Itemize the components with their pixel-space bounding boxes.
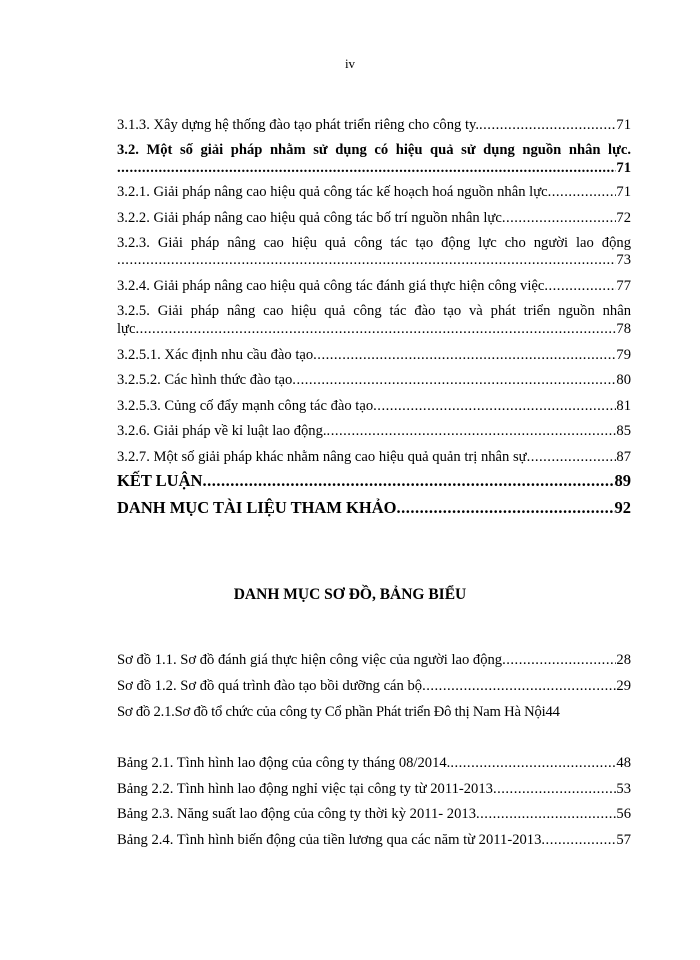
- toc-entry: [117, 422, 631, 440]
- diagram-entry-page: 28: [616, 652, 631, 668]
- toc-entry-page: 92: [614, 498, 631, 517]
- toc-entry-title: 3.1.3. Xây dựng hệ thống đào tạo phát triển riêng cho công ty.: [117, 117, 479, 133]
- table-entry-title: Bảng 2.1. Tình hình lao động của công ty tháng 08/2014.: [117, 755, 451, 771]
- toc-entry: [117, 277, 631, 295]
- toc-entry-title: 3.2.7. Một số giải pháp khác nhằm nâng cao hiệu quả quản trị nhân sự: [117, 449, 527, 465]
- toc-entry-title: 3.2.2. Giải pháp nâng cao hiệu quả công tác bố trí nguồn nhân lực: [117, 210, 502, 226]
- dot-leader: [117, 159, 616, 177]
- table-entry: [117, 754, 631, 772]
- diagram-entry: [117, 703, 631, 721]
- toc-entry: [117, 209, 631, 227]
- toc-entry-page: 79: [616, 347, 631, 363]
- dot-leader: [548, 183, 617, 201]
- table-entry: [117, 831, 631, 849]
- toc-entry: [117, 320, 631, 338]
- toc-entry-page: 85: [616, 423, 631, 439]
- toc-entry-title: 3.2.5. Giải pháp nâng cao hiệu quả công tác đào tạo và phát triển nguồn nhân: [117, 303, 631, 319]
- toc-entry-title: 3.2.6. Giải pháp về kỉ luật lao động.: [117, 423, 327, 439]
- dot-leader: [313, 346, 616, 364]
- toc-entry-page: 89: [614, 471, 631, 490]
- toc-entry-page: 71: [616, 117, 631, 133]
- toc-entry-page: 87: [616, 449, 631, 465]
- table-entry-title: Bảng 2.2. Tình hình lao động nghỉ việc tại công ty từ 2011-2013: [117, 781, 493, 797]
- toc-entry: [117, 346, 631, 364]
- toc-entry-title: 3.2.4. Giải pháp nâng cao hiệu quả công tác đánh giá thực hiện công việc: [117, 278, 545, 294]
- dot-leader: [450, 754, 616, 772]
- diagram-entry-page: 44: [545, 704, 560, 720]
- table-entry: [117, 805, 631, 823]
- toc-entry-page: 71: [616, 160, 631, 176]
- toc-entry-title: DANH MỤC TÀI LIỆU THAM KHẢO: [117, 498, 397, 517]
- toc-entry-continuation: lực: [117, 321, 136, 337]
- table-entry-title: Bảng 2.3. Năng suất lao động của công ty thời kỳ 2011- 2013: [117, 806, 476, 822]
- table-entry-page: 53: [616, 781, 631, 797]
- toc-entry-page: 78: [616, 321, 631, 337]
- toc-entry: [117, 371, 631, 389]
- figures-heading: DANH MỤC SƠ ĐỒ, BẢNG BIỂU: [233, 586, 467, 603]
- dot-leader: [292, 371, 616, 389]
- toc-entry: [117, 251, 631, 269]
- dot-leader: [327, 422, 617, 440]
- dot-leader: [479, 116, 616, 134]
- diagram-entry: [117, 677, 631, 695]
- toc-entry: [117, 397, 631, 415]
- dot-leader: [396, 499, 614, 517]
- toc-entry: [117, 159, 631, 177]
- diagram-entry-title: Sơ đồ 2.1.Sơ đồ tổ chức của công ty Cổ phần Phát triển Đô thị Nam Hà Nội: [117, 704, 546, 720]
- toc-entry-page: 81: [616, 398, 631, 414]
- toc-entry: [117, 472, 631, 490]
- toc-entry: [117, 183, 631, 201]
- toc-entry-title: 3.2.5.1. Xác định nhu cầu đào tạo: [117, 347, 314, 363]
- diagram-entry-title: Sơ đồ 1.1. Sơ đồ đánh giá thực hiện công việc của người lao động: [117, 652, 503, 668]
- toc-entry-page: 73: [616, 252, 631, 268]
- dot-leader: [476, 805, 616, 823]
- dot-leader: [422, 677, 616, 695]
- table-entry-page: 48: [616, 755, 631, 771]
- toc-entry-page: 71: [616, 184, 631, 200]
- dot-leader: [502, 651, 616, 669]
- toc-entry-title: KẾT LUẬN: [117, 471, 203, 490]
- toc-entry-title: 3.2. Một số giải pháp nhằm sử dụng có hiệu quả sử dụng nguồn nhân lực.: [117, 142, 631, 158]
- table-entry-page: 57: [616, 832, 631, 848]
- dot-leader: [135, 320, 616, 338]
- toc-entry-page: 72: [616, 210, 631, 226]
- table-entry-page: 56: [616, 806, 631, 822]
- toc-entry-title: 3.2.5.3. Củng cố đẩy mạnh công tác đào tạo: [117, 398, 374, 414]
- diagram-entry-page: 29: [616, 678, 631, 694]
- dot-leader: [541, 831, 616, 849]
- toc-entry: [117, 116, 631, 134]
- toc-entry: [117, 499, 631, 517]
- diagram-entry-title: Sơ đồ 1.2. Sơ đồ quá trình đào tạo bồi dưỡng cán bộ: [117, 678, 423, 694]
- page-number: iv: [344, 56, 356, 71]
- dot-leader: [493, 780, 616, 798]
- table-entry-title: Bảng 2.4. Tình hình biến động của tiền lương qua các năm từ 2011-2013: [117, 832, 542, 848]
- toc-entry-title: 3.2.1. Giải pháp nâng cao hiệu quả công tác kế hoạch hoá nguồn nhân lực: [117, 184, 548, 200]
- toc-entry-page: 77: [616, 278, 631, 294]
- dot-leader: [544, 277, 616, 295]
- dot-leader: [373, 397, 616, 415]
- toc-entry-title: 3.2.3. Giải pháp nâng cao hiệu quả công tác tạo động lực cho người lao động: [117, 235, 631, 251]
- dot-leader: [502, 209, 617, 227]
- toc-entry: [117, 448, 631, 466]
- dot-leader: [117, 251, 616, 269]
- dot-leader: [202, 472, 614, 490]
- toc-entry-title: 3.2.5.2. Các hình thức đào tạo: [117, 372, 293, 388]
- dot-leader: [527, 448, 617, 466]
- diagram-entry: [117, 651, 631, 669]
- table-entry: [117, 780, 631, 798]
- toc-entry-page: 80: [616, 372, 631, 388]
